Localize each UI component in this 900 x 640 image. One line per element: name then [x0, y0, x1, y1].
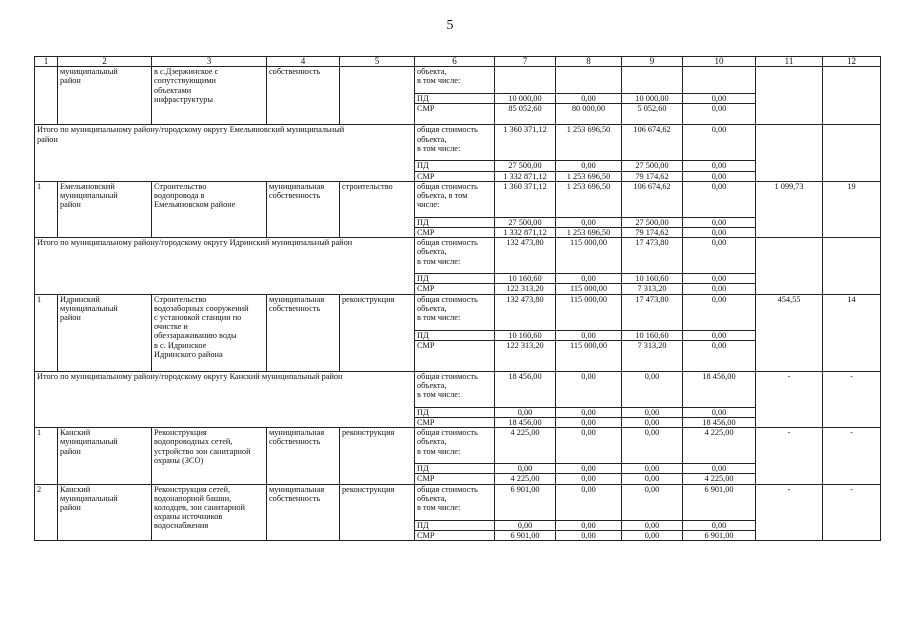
value-cell: 0,00: [683, 228, 756, 238]
row-number: 1: [35, 181, 58, 237]
value-cell: 0,00: [556, 520, 622, 530]
column-number: 3: [152, 57, 267, 67]
pd-label: ПД: [415, 217, 495, 227]
column-number: 12: [823, 57, 881, 67]
value-cell: 5 052,60: [622, 104, 683, 125]
value-cell: 0,00: [683, 274, 756, 284]
value-cell: 0,00: [622, 428, 683, 464]
cost-label: общая стоимость объекта, в том числе:: [415, 428, 495, 464]
value-cell: 4 225,00: [683, 428, 756, 464]
value-cell: 7 313,20: [622, 340, 683, 371]
value-cell: 6 901,00: [683, 484, 756, 520]
value-cell: 0,00: [556, 418, 622, 428]
value-cell: 1 360 371,12: [495, 181, 556, 217]
capacity-cell: -: [756, 428, 823, 484]
column-number: 4: [267, 57, 340, 67]
value-cell: 0,00: [622, 484, 683, 520]
ownership-cell: муниципальная собственность: [267, 428, 340, 484]
value-cell: 132 473,80: [495, 238, 556, 274]
value-cell: 18 456,00: [495, 418, 556, 428]
count-cell: -: [823, 428, 881, 484]
value-cell: 27 500,00: [622, 161, 683, 171]
value-cell: 4 225,00: [495, 474, 556, 484]
table-row: [35, 67, 881, 94]
value-cell: 10 000,00: [495, 94, 556, 104]
value-cell: 0,00: [622, 407, 683, 417]
cost-label: общая стоимость объекта, в том числе:: [415, 125, 495, 161]
table-row: [35, 181, 881, 217]
district-total-label: Итого по муниципальному району/городскому округу Канский муниципальный район: [35, 371, 415, 427]
value-cell: 122 313,20: [495, 284, 556, 294]
value-cell: 0,00: [556, 371, 622, 407]
value-cell: 122 313,20: [495, 340, 556, 371]
district-cell: Канский муниципальный район: [58, 484, 152, 540]
ownership-cell: муниципальная собственность: [267, 181, 340, 237]
column-number: 1: [35, 57, 58, 67]
value-cell: 0,00: [556, 464, 622, 474]
value-cell: 0,00: [683, 330, 756, 340]
value-cell: 1 253 696,50: [556, 125, 622, 161]
value-cell: 0,00: [683, 104, 756, 125]
value-cell: 10 160,60: [495, 274, 556, 284]
smr-label: СМР: [415, 474, 495, 484]
table-row: [35, 125, 881, 161]
object-cell: Строительство водопровода в Емельяновском районе: [152, 181, 267, 237]
capacity-cell: -: [756, 484, 823, 540]
value-cell: 18 456,00: [495, 371, 556, 407]
value-cell: 0,00: [683, 94, 756, 104]
ownership-cell: муниципальная собственность: [267, 294, 340, 371]
value-cell: 27 500,00: [622, 217, 683, 227]
table-row: [35, 428, 881, 464]
value-cell: 17 473,80: [622, 238, 683, 274]
value-cell: 0,00: [683, 284, 756, 294]
value-cell: 10 160,60: [622, 274, 683, 284]
value-cell: 1 253 696,50: [556, 171, 622, 181]
cost-label: общая стоимость объекта, в том числе:: [415, 294, 495, 330]
value-cell: 0,00: [683, 217, 756, 227]
value-cell: 6 901,00: [683, 530, 756, 540]
value-cell: 10 000,00: [622, 94, 683, 104]
pd-label: ПД: [415, 464, 495, 474]
object-cell: Реконструкция сетей, водонапорной башни, колодцев, зон санитарной охраны источников водоснабжения: [152, 484, 267, 540]
value-cell: 0,00: [556, 530, 622, 540]
value-cell: 4 225,00: [495, 428, 556, 464]
value-cell: 106 674,62: [622, 125, 683, 161]
smr-label: СМР: [415, 530, 495, 540]
district-cell: Канский муниципальный район: [58, 428, 152, 484]
column-number: 7: [495, 57, 556, 67]
count-cell: 14: [823, 294, 881, 371]
value-cell: 0,00: [683, 181, 756, 217]
value-cell: 0,00: [556, 94, 622, 104]
smr-label: СМР: [415, 284, 495, 294]
smr-label: СМР: [415, 340, 495, 371]
value-cell: 0,00: [556, 474, 622, 484]
value-cell: 0,00: [683, 238, 756, 274]
value-cell: 6 901,00: [495, 530, 556, 540]
row-number: 1: [35, 294, 58, 371]
value-cell: 10 160,60: [495, 330, 556, 340]
pd-label: ПД: [415, 274, 495, 284]
value-cell: 115 000,00: [556, 238, 622, 274]
smr-label: СМР: [415, 171, 495, 181]
value-cell: 0,00: [556, 428, 622, 464]
column-number: 5: [340, 57, 415, 67]
pd-label: ПД: [415, 94, 495, 104]
smr-label: СМР: [415, 104, 495, 125]
column-number: 2: [58, 57, 152, 67]
work-type-cell: реконструкция: [340, 294, 415, 371]
value-cell: 0,00: [683, 464, 756, 474]
value-cell: 0,00: [495, 520, 556, 530]
table-row: [35, 371, 881, 407]
value-cell: 1 332 871,12: [495, 171, 556, 181]
value-cell: 1 253 696,50: [556, 228, 622, 238]
value-cell: 0,00: [622, 418, 683, 428]
work-type-cell: строительство: [340, 181, 415, 237]
value-cell: 0,00: [622, 530, 683, 540]
cost-label: объекта, в том числе:: [415, 67, 495, 94]
district-total-label: Итого по муниципальному району/городскому округу Емельяновский муниципальный район: [35, 125, 415, 181]
count-cell: -: [823, 484, 881, 540]
value-cell: 0,00: [622, 520, 683, 530]
value-cell: 4 225,00: [683, 474, 756, 484]
value-cell: 106 674,62: [622, 181, 683, 217]
value-cell: 0,00: [683, 125, 756, 161]
row-number: 2: [35, 484, 58, 540]
value-cell: 1 360 371,12: [495, 125, 556, 161]
value-cell: 0,00: [556, 407, 622, 417]
district-cell: муниципальный район: [58, 67, 152, 125]
value-cell: 80 000,00: [556, 104, 622, 125]
value-cell: 0,00: [683, 171, 756, 181]
value-cell: 18 456,00: [683, 418, 756, 428]
value-cell: 18 456,00: [683, 371, 756, 407]
column-number: 10: [683, 57, 756, 67]
object-cell: в с.Дзержинское с сопутствующими объектами инфраструктуры: [152, 67, 267, 125]
value-cell: 115 000,00: [556, 340, 622, 371]
pd-label: ПД: [415, 330, 495, 340]
ownership-cell: муниципальная собственность: [267, 484, 340, 540]
capacity-cell: -: [756, 371, 823, 427]
value-cell: 0,00: [622, 474, 683, 484]
table-row: [35, 294, 881, 330]
cost-label: общая стоимость объекта, в том числе:: [415, 181, 495, 217]
value-cell: 85 052,60: [495, 104, 556, 125]
value-cell: 6 901,00: [495, 484, 556, 520]
value-cell: 1 253 696,50: [556, 181, 622, 217]
value-cell: 27 500,00: [495, 161, 556, 171]
work-type-cell: реконструкция: [340, 428, 415, 484]
value-cell: 79 174,62: [622, 228, 683, 238]
capacity-cell: 454,55: [756, 294, 823, 371]
ownership-cell: собственность: [267, 67, 340, 125]
value-cell: 0,00: [622, 464, 683, 474]
value-cell: 0,00: [556, 330, 622, 340]
value-cell: 0,00: [556, 161, 622, 171]
value-cell: 132 473,80: [495, 294, 556, 330]
value-cell: 0,00: [556, 484, 622, 520]
object-cell: Реконструкция водопроводных сетей, устройство зон санитарной охраны (ЗСО): [152, 428, 267, 484]
value-cell: 1 332 871,12: [495, 228, 556, 238]
column-number: 11: [756, 57, 823, 67]
value-cell: 0,00: [495, 464, 556, 474]
value-cell: 10 160,60: [622, 330, 683, 340]
budget-table: [34, 56, 881, 541]
work-type-cell: реконструкция: [340, 484, 415, 540]
district-cell: Емельяновский муниципальный район: [58, 181, 152, 237]
value-cell: 7 313,20: [622, 284, 683, 294]
cost-label: общая стоимость объекта, в том числе:: [415, 371, 495, 407]
value-cell: 0,00: [683, 340, 756, 371]
capacity-cell: 1 099,73: [756, 181, 823, 237]
value-cell: 0,00: [683, 161, 756, 171]
value-cell: 17 473,80: [622, 294, 683, 330]
value-cell: 0,00: [683, 407, 756, 417]
smr-label: СМР: [415, 228, 495, 238]
column-number: 8: [556, 57, 622, 67]
column-number-row: [35, 57, 881, 67]
district-total-label: Итого по муниципальному району/городскому округу Идринский муниципальный район: [35, 238, 415, 294]
pd-label: ПД: [415, 161, 495, 171]
table-row: [35, 238, 881, 274]
district-cell: Идринский муниципальный район: [58, 294, 152, 371]
value-cell: 0,00: [622, 371, 683, 407]
page-number: 5: [446, 18, 454, 33]
count-cell: -: [823, 371, 881, 427]
value-cell: 79 174,62: [622, 171, 683, 181]
value-cell: 115 000,00: [556, 294, 622, 330]
column-number: 6: [415, 57, 495, 67]
cost-label: общая стоимость объекта, в том числе:: [415, 238, 495, 274]
pd-label: ПД: [415, 520, 495, 530]
count-cell: 19: [823, 181, 881, 237]
value-cell: 0,00: [556, 274, 622, 284]
value-cell: 115 000,00: [556, 284, 622, 294]
value-cell: 0,00: [683, 294, 756, 330]
table-row: [35, 484, 881, 520]
smr-label: СМР: [415, 418, 495, 428]
value-cell: 0,00: [683, 520, 756, 530]
column-number: 9: [622, 57, 683, 67]
value-cell: 0,00: [495, 407, 556, 417]
cost-label: общая стоимость объекта, в том числе:: [415, 484, 495, 520]
row-number: 1: [35, 428, 58, 484]
value-cell: 27 500,00: [495, 217, 556, 227]
value-cell: 0,00: [556, 217, 622, 227]
pd-label: ПД: [415, 407, 495, 417]
object-cell: Строительство водозаборных сооружений с установкой станции по очистке и обеззараживанию воды в с. Идринское Идринского района: [152, 294, 267, 371]
